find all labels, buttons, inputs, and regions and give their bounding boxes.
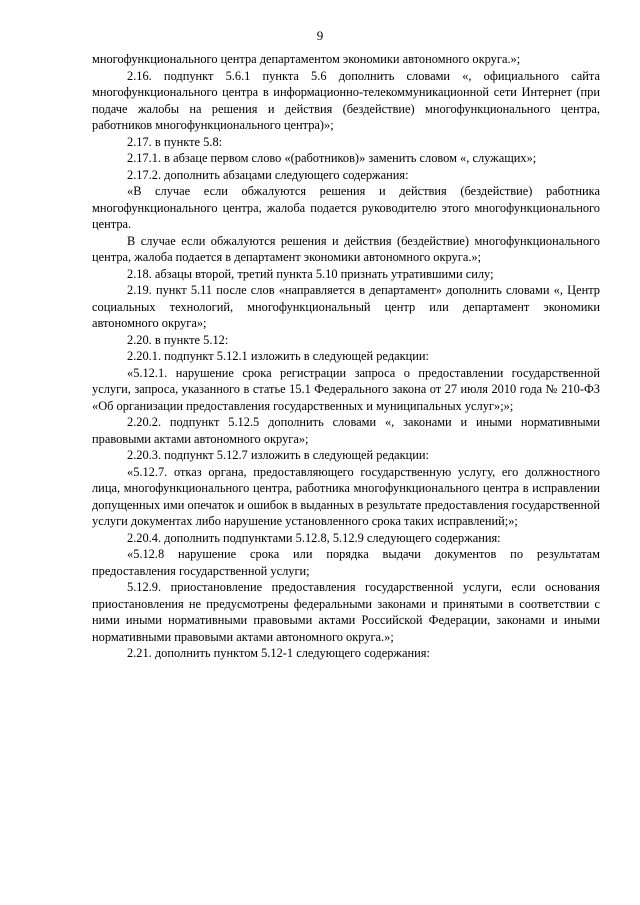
paragraph: 2.17.1. в абзаце первом слово «(работников)» заменить словом «, служащих»;: [127, 151, 537, 165]
paragraph: 2.17. в пункте 5.8:: [127, 134, 223, 149]
paragraph: 2.16. подпункт 5.6.1 пункта 5.6 дополнить словами «, официального сайта многофункционального центра в информационно-телекоммуникационной сети Интернет (при подаче жалобы на решения и действия (бездействие) многофункционального центра, работников многофункционального центра)»;: [92, 68, 600, 132]
paragraph: «5.12.7. отказ органа, предоставляющего государственную услугу, его должностного лица, многофункционального центра, работника многофункционального центра в исправлении допущенных ими опечаток и ошибок в выданных в результате предоставления государственной услуги документах либо нарушение установленного срока таких исправлений;»;: [92, 464, 600, 528]
paragraph: 2.20.2. подпункт 5.12.5 дополнить словами «, законами и иными нормативными правовыми актами автономного округа»;: [92, 415, 600, 446]
paragraph: «5.12.8 нарушение срока или порядка выдачи документов по результатам предоставления государственной услуги;: [92, 547, 600, 578]
paragraph: 2.20. в пункте 5.12:: [127, 332, 229, 347]
paragraph: 2.20.1. подпункт 5.12.1 изложить в следующей редакции:: [127, 349, 429, 363]
paragraph: 2.19. пункт 5.11 после слов «направляется в департамент» дополнить словами «, Центр социальных технологий, многофункциональный центр или департамент экономики автономного округа»;: [92, 283, 600, 330]
paragraph: «В случае если обжалуются решения и действия (бездействие) работника многофункционального центра, жалоба подается руководителю этого многофункционального центра.: [92, 184, 600, 231]
paragraph: 2.20.3. подпункт 5.12.7 изложить в следующей редакции:: [127, 448, 429, 462]
paragraph: 2.21. дополнить пунктом 5.12-1 следующего содержания:: [127, 646, 430, 660]
paragraph: «5.12.1. нарушение срока регистрации запроса о предоставлении государственной услуги, запроса, указанного в статье 15.1 Федерального закона от 27 июля 2010 года № 210-ФЗ «Об организации предоставления государственных и муниципальных услуг»;»;: [92, 365, 600, 413]
paragraph: 2.17.2. дополнить абзацами следующего содержания:: [127, 167, 409, 182]
paragraph: 2.18. абзацы второй, третий пункта 5.10 признать утратившими силу;: [127, 266, 494, 281]
paragraph: 2.20.4. дополнить подпунктами 5.12.8, 5.12.9 следующего содержания:: [127, 530, 501, 545]
page-number: 9: [316, 28, 324, 43]
paragraph: В случае если обжалуются решения и действия (бездействие) многофункционального центра, жалоба подается в департамент экономики автономного округа.»;: [92, 233, 600, 264]
paragraph: 5.12.9. приостановление предоставления государственной услуги, если основания приостановления не предусмотрены федеральными законами и принятыми в соответствии с ними иными нормативными правовыми актами Российской Федерации, законами и иными нормативными правовыми актами автономного округа.»;: [92, 580, 600, 644]
document-body: [92, 51, 600, 662]
paragraph: многофункционального центра департаментом экономики автономного округа.»;: [92, 52, 521, 66]
